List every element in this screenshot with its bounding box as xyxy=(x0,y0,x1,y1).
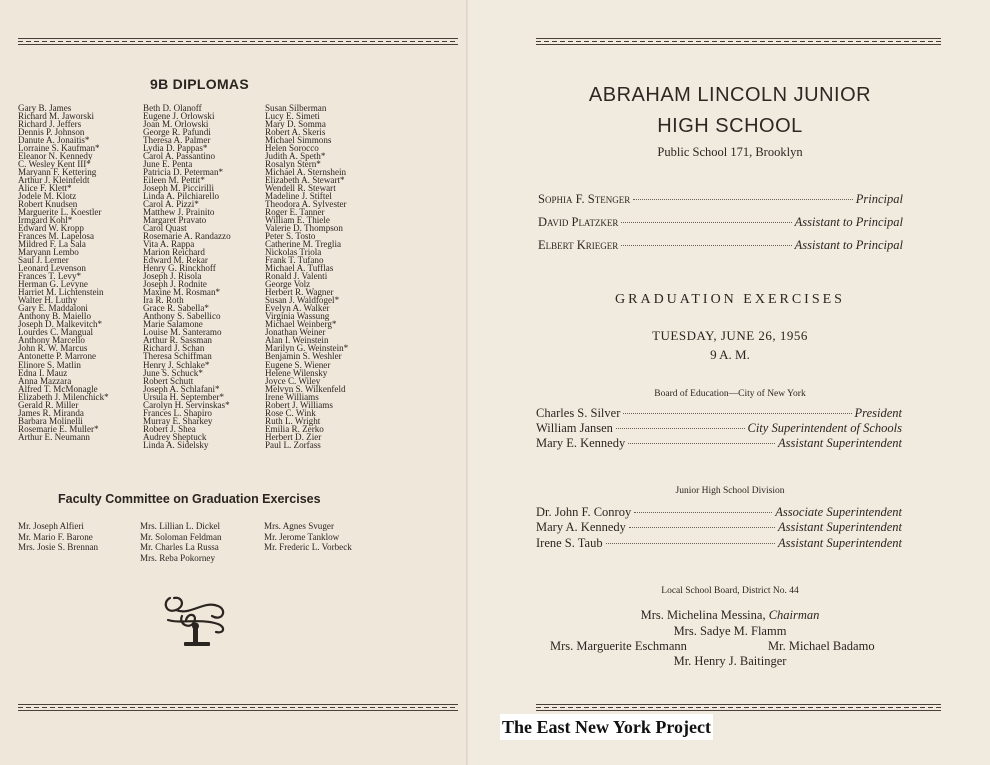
graduate-name: Robert A. Skeris xyxy=(265,127,326,138)
local-board-heading: Local School Board, District No. 44 xyxy=(661,586,799,596)
graduate-name: Lourdes C. Mangual xyxy=(18,327,94,338)
graduate-name: Herbert D. Zier xyxy=(265,431,322,442)
graduate-name: Frances L. Shapiro xyxy=(143,407,212,418)
board-title: City Superintendent of Schools xyxy=(747,421,902,435)
graduate-name: William E. Thiele xyxy=(265,215,330,226)
graduate-name: Evelyn A. Walker xyxy=(265,303,330,314)
graduate-name: Audrey Sheptuck xyxy=(143,431,207,442)
faculty-member: Mr. Joseph Alfieri xyxy=(18,521,84,531)
graduate-name: Herbert R. Wagner xyxy=(265,287,334,298)
graduate-name: Joseph J. Rodnite xyxy=(143,279,207,290)
graduate-name: Lorraine S. Kaufman* xyxy=(18,143,100,154)
graduate-name: Jodele M. Klotz xyxy=(18,191,77,202)
leader-dots xyxy=(633,199,853,200)
source-credit: The East New York Project xyxy=(500,714,713,740)
top-rule-right xyxy=(536,38,941,45)
staff-title: Assistant to Principal xyxy=(794,215,903,229)
graduate-name: Susan Silberman xyxy=(265,103,327,113)
graduate-name: Marilyn G. Weinstein* xyxy=(265,343,349,354)
jhs-name: Mary A. Kennedy xyxy=(536,520,626,534)
faculty-member: Mr. Jerome Tanklow xyxy=(264,531,340,542)
graduate-name: Ursula H. September* xyxy=(143,391,225,402)
leader-dots xyxy=(629,527,775,528)
graduate-name: Michael Simmons xyxy=(265,135,332,146)
graduate-name: James R. Miranda xyxy=(18,407,84,418)
names-column-1 xyxy=(18,104,109,441)
graduate-name: Peter S. Tosto xyxy=(265,231,316,242)
graduate-name: Helen Sorocco xyxy=(265,143,319,154)
graduate-name: Virginia Wassung xyxy=(265,311,330,322)
graduate-name: Richard J. Jeffers xyxy=(18,119,82,130)
board-row xyxy=(536,421,902,436)
graduate-name: Emilia R. Zerko xyxy=(265,423,324,434)
faculty-member: Mrs. Reba Pokorney xyxy=(140,553,216,564)
graduate-name: Maryann F. Kettering xyxy=(18,167,97,178)
graduate-name: Carolyn H. Servinskas* xyxy=(143,399,230,410)
ceremony-date: TUESDAY, JUNE 26, 1956 xyxy=(652,328,808,343)
graduate-name: Anthony B. Maiello xyxy=(18,311,91,322)
graduate-name: Herman G. Levyne xyxy=(18,279,88,290)
graduate-name: Antonette P. Marrone xyxy=(18,351,97,362)
graduate-name: Judith A. Speth* xyxy=(265,151,326,162)
graduate-name: Elinore S. Matlin xyxy=(18,359,81,370)
graduate-name: Linda A. Pilchiarello xyxy=(143,191,220,202)
board-row xyxy=(536,436,902,451)
graduate-name: Susan J. Waldfogel* xyxy=(265,295,340,306)
graduate-name: Mildred F. La Sala xyxy=(18,239,86,250)
leader-dots xyxy=(628,443,775,444)
staff-row xyxy=(538,215,903,230)
local-board-member: Mr. Michael Badamo xyxy=(768,639,875,653)
graduate-name: Joyce C. Wiley xyxy=(265,375,321,386)
graduate-name: Leonard Levenson xyxy=(18,263,86,274)
staff-title: Principal xyxy=(855,192,903,206)
graduate-name: Richard M. Jaworski xyxy=(18,111,95,122)
board-title: President xyxy=(854,406,902,420)
graduate-name: Robert Schutt xyxy=(143,375,194,386)
jhs-row xyxy=(536,505,902,520)
school-title-line-2: HIGH SCHOOL xyxy=(657,115,803,137)
faculty-member: Mr. Mario F. Barone xyxy=(18,531,93,542)
board-name: William Jansen xyxy=(536,421,613,435)
graduate-name: Gary E. Maddaloni xyxy=(18,303,88,314)
graduate-name: Valerie D. Thompson xyxy=(265,223,343,234)
jhs-heading: Junior High School Division xyxy=(675,486,785,496)
graduate-name: Roger E. Tanner xyxy=(265,207,325,218)
graduate-name: Anthony S. Sabellico xyxy=(143,311,221,322)
graduate-name: Margaret Pravato xyxy=(143,215,207,226)
graduate-name: Marion Reichard xyxy=(143,247,205,258)
graduate-name: Grace R. Sabella* xyxy=(143,303,209,314)
faculty-member: Mrs. Lillian L. Dickel xyxy=(140,521,221,531)
graduate-name: Vita A. Rappa xyxy=(143,239,195,250)
graduate-name: Irene Williams xyxy=(265,391,319,402)
graduate-name: Robert J. Williams xyxy=(265,399,333,410)
board-name: Mary E. Kennedy xyxy=(536,436,626,450)
left-page xyxy=(0,0,468,765)
graduate-name: Helene Wilensky xyxy=(265,367,328,378)
graduate-name: Wendell R. Stewart xyxy=(265,183,336,194)
leader-dots xyxy=(623,413,851,414)
local-board-chair xyxy=(470,608,990,623)
faculty-title: Faculty Committee on Graduation Exercises xyxy=(58,492,321,506)
graduate-name: Rosalyn Stern* xyxy=(265,159,321,170)
jhs-row xyxy=(536,520,902,535)
graduate-name: Carol Quast xyxy=(143,223,187,234)
graduate-name: Alfred T. McMonagle xyxy=(18,383,98,394)
leader-dots xyxy=(621,245,791,246)
graduate-name: Alan I. Weinstein xyxy=(265,335,329,346)
graduate-name: Joseph D. Malkevitch* xyxy=(18,319,103,330)
leader-dots xyxy=(616,428,745,429)
graduate-name: Arthur J. Kleinfeldt xyxy=(18,175,90,186)
faculty-member: Mrs. Josie S. Brennan xyxy=(18,542,99,553)
chair-name: Mrs. Michelina Messina, xyxy=(640,608,766,622)
graduate-name: Rose C. Wink xyxy=(265,407,316,418)
board-heading: Board of Education—City of New York xyxy=(654,389,806,399)
graduate-name: Joseph J. Risola xyxy=(143,271,202,282)
graduate-name: Marie Salamone xyxy=(143,319,203,330)
faculty-member: Mr. Frederic L. Vorbeck xyxy=(264,542,352,553)
names-column-3 xyxy=(265,104,348,449)
right-page xyxy=(470,0,990,765)
ceremony-time: 9 A. M. xyxy=(710,347,750,362)
graduate-name: Joan M. Orlowski xyxy=(143,119,209,130)
staff-name: Elbert Krieger xyxy=(538,238,619,252)
leader-dots xyxy=(606,543,775,544)
graduate-name: Ira R. Roth xyxy=(143,295,184,306)
graduate-name: Maryann Lembo xyxy=(18,247,79,258)
jhs-row xyxy=(536,536,902,551)
graduate-name: John R. W. Marcus xyxy=(18,343,88,354)
staff-name: Sophia F. Stenger xyxy=(538,192,631,206)
graduate-name: Henry J. Schlake* xyxy=(143,359,210,370)
graduate-name: C. Wesley Kent III* xyxy=(18,159,91,170)
graduate-name: June S. Schuck* xyxy=(143,367,203,378)
jhs-title: Associate Superintendent xyxy=(775,505,902,519)
graduate-name: Robert J. Shea xyxy=(143,423,196,434)
lamp-scroll-emblem-icon xyxy=(160,590,232,650)
graduate-name: Alice F. Klett* xyxy=(18,183,72,194)
graduate-name: Louise M. Santeramo xyxy=(143,327,222,338)
graduate-name: Saul J. Lerner xyxy=(18,255,69,266)
graduate-name: Carol A. Pizzi* xyxy=(143,199,199,210)
bottom-rule-right xyxy=(536,704,941,711)
graduate-name: Joseph M. Piccirilli xyxy=(143,183,214,194)
faculty-member: Mr. Charles La Russa xyxy=(140,542,219,553)
graduate-name: Frank T. Tufano xyxy=(265,255,324,266)
graduate-name: Irmgard Kohl* xyxy=(18,215,73,226)
staff-row xyxy=(538,192,903,207)
graduate-name: Arthur E. Neumann xyxy=(18,431,90,442)
graduate-name: Patricia D. Peterman* xyxy=(143,167,224,178)
graduation-heading: GRADUATION EXERCISES xyxy=(615,292,845,307)
local-board-member: Mrs. Marguerite Eschmann xyxy=(550,639,687,653)
graduate-name: Gerald R. Miller xyxy=(18,399,79,410)
graduate-name: Eleanor N. Kennedy xyxy=(18,151,93,162)
graduate-name: Linda A. Sidelsky xyxy=(143,439,209,450)
graduate-name: Danute A. Jonaitis* xyxy=(18,135,90,146)
graduate-name: Dennis P. Johnson xyxy=(18,127,85,138)
school-subtitle: Public School 171, Brooklyn xyxy=(657,145,803,159)
graduate-name: Jonathan Weiner xyxy=(265,327,326,338)
graduate-name: Theresa Schiffman xyxy=(143,351,212,362)
leader-dots xyxy=(621,222,791,223)
graduate-name: Elizabeth J. Milenchick* xyxy=(18,391,109,402)
chair-title: Chairman xyxy=(768,608,820,622)
leader-dots xyxy=(634,512,772,513)
staff-name: David Platzker xyxy=(538,215,619,229)
graduate-name: Edward M. Rekar xyxy=(143,255,208,266)
graduate-name: Anna Mazzara xyxy=(18,375,72,386)
graduate-name: Maxine M. Rosman* xyxy=(143,287,221,298)
graduate-name: Michael A. Sternshein xyxy=(265,167,347,178)
graduate-name: Anthony Marcello xyxy=(18,335,85,346)
graduate-name: Eugene S. Wiener xyxy=(265,359,331,370)
graduate-name: Benjamin S. Weshler xyxy=(265,351,342,362)
board-row xyxy=(536,406,902,421)
local-board-member: Mr. Henry J. Baitinger xyxy=(673,654,787,668)
graduate-name: Paul L. Zorfass xyxy=(265,439,321,450)
graduate-name: Theresa A. Palmer xyxy=(143,135,211,146)
diplomas-title: 9B DIPLOMAS xyxy=(150,76,249,92)
graduate-name: Michael Weinberg* xyxy=(265,319,337,330)
graduate-name: Rosemarie E. Muller* xyxy=(18,423,99,434)
graduate-name: Rosemarie A. Randazzo xyxy=(143,231,231,242)
graduate-name: Joseph A. Schlafani* xyxy=(143,383,220,394)
graduate-name: George Volz xyxy=(265,279,311,290)
graduate-name: Catherine M. Treglia xyxy=(265,239,342,250)
graduate-name: Theodora A. Sylvester xyxy=(265,199,347,210)
school-title-line-1: ABRAHAM LINCOLN JUNIOR xyxy=(588,84,872,106)
graduate-name: Lydia D. Pappas* xyxy=(143,143,208,154)
graduate-name: Melvyn S. Wilkenfeld xyxy=(265,383,346,394)
jhs-name: Dr. John F. Conroy xyxy=(536,505,632,519)
graduate-name: George R. Pafundi xyxy=(143,127,211,138)
graduate-name: Frances M. Lapelosa xyxy=(18,231,95,242)
bottom-rule-left xyxy=(18,704,458,711)
graduate-name: Beth D. Olanoff xyxy=(143,103,202,113)
graduate-name: Michael A. Tufflas xyxy=(265,263,334,274)
graduate-name: Walter H. Luthy xyxy=(18,295,78,306)
local-board-member: Mrs. Sadye M. Flamm xyxy=(673,624,787,638)
graduate-name: Edna I. Mauz xyxy=(18,367,68,378)
graduate-name: Carol A. Passantino xyxy=(143,151,215,162)
faculty-member: Mrs. Agnes Svuger xyxy=(264,521,334,531)
graduate-name: Lucy E. Simeti xyxy=(265,111,320,122)
local-board-member-row xyxy=(550,639,930,654)
graduate-name: Nickolas Triola xyxy=(265,247,322,258)
graduate-name: Henry G. Rinckhoff xyxy=(143,263,216,274)
graduate-name: Harriet M. Lichtenstein xyxy=(18,287,104,298)
graduate-name: Richard J. Schan xyxy=(143,343,205,354)
graduate-name: Matthew J. Prainito xyxy=(143,207,215,218)
graduate-name: Marguerite L. Koestler xyxy=(18,207,102,218)
staff-row xyxy=(538,238,903,253)
graduate-name: June E. Penta xyxy=(143,159,193,170)
faculty-column-2 xyxy=(140,521,222,564)
graduate-name: Ronald J. Valenti xyxy=(265,271,328,282)
graduate-name: Gary B. James xyxy=(18,103,72,113)
graduate-name: Ruth L. Wright xyxy=(265,415,321,426)
graduate-name: Elizabeth A. Stewart* xyxy=(265,175,345,186)
faculty-column-3 xyxy=(264,521,352,553)
faculty-column-1 xyxy=(18,521,98,553)
graduate-name: Robert Knudsen xyxy=(18,199,78,210)
graduate-name: Mary D. Somma xyxy=(265,119,326,130)
board-title: Assistant Superintendent xyxy=(778,436,902,450)
graduate-name: Murray E. Sharkey xyxy=(143,415,213,426)
graduate-name: Edward W. Kropp xyxy=(18,223,84,234)
graduate-name: Madeline J. Stiftel xyxy=(265,191,332,202)
graduate-name: Barbara Molinelli xyxy=(18,415,83,426)
graduate-name: Arthur R. Sassman xyxy=(143,335,212,346)
staff-title: Assistant to Principal xyxy=(794,238,903,252)
board-name: Charles S. Silver xyxy=(536,406,621,420)
faculty-member: Mr. Soloman Feldman xyxy=(140,531,222,542)
graduate-name: Eileen M. Pettit* xyxy=(143,175,205,186)
graduate-name: Eugene J. Orlowski xyxy=(143,111,215,122)
jhs-title: Assistant Superintendent xyxy=(778,536,902,550)
jhs-name: Irene S. Taub xyxy=(536,536,603,550)
top-rule-left xyxy=(18,38,458,45)
graduate-name: Frances T. Levy* xyxy=(18,271,82,282)
jhs-title: Assistant Superintendent xyxy=(778,520,902,534)
names-column-2 xyxy=(143,104,231,449)
